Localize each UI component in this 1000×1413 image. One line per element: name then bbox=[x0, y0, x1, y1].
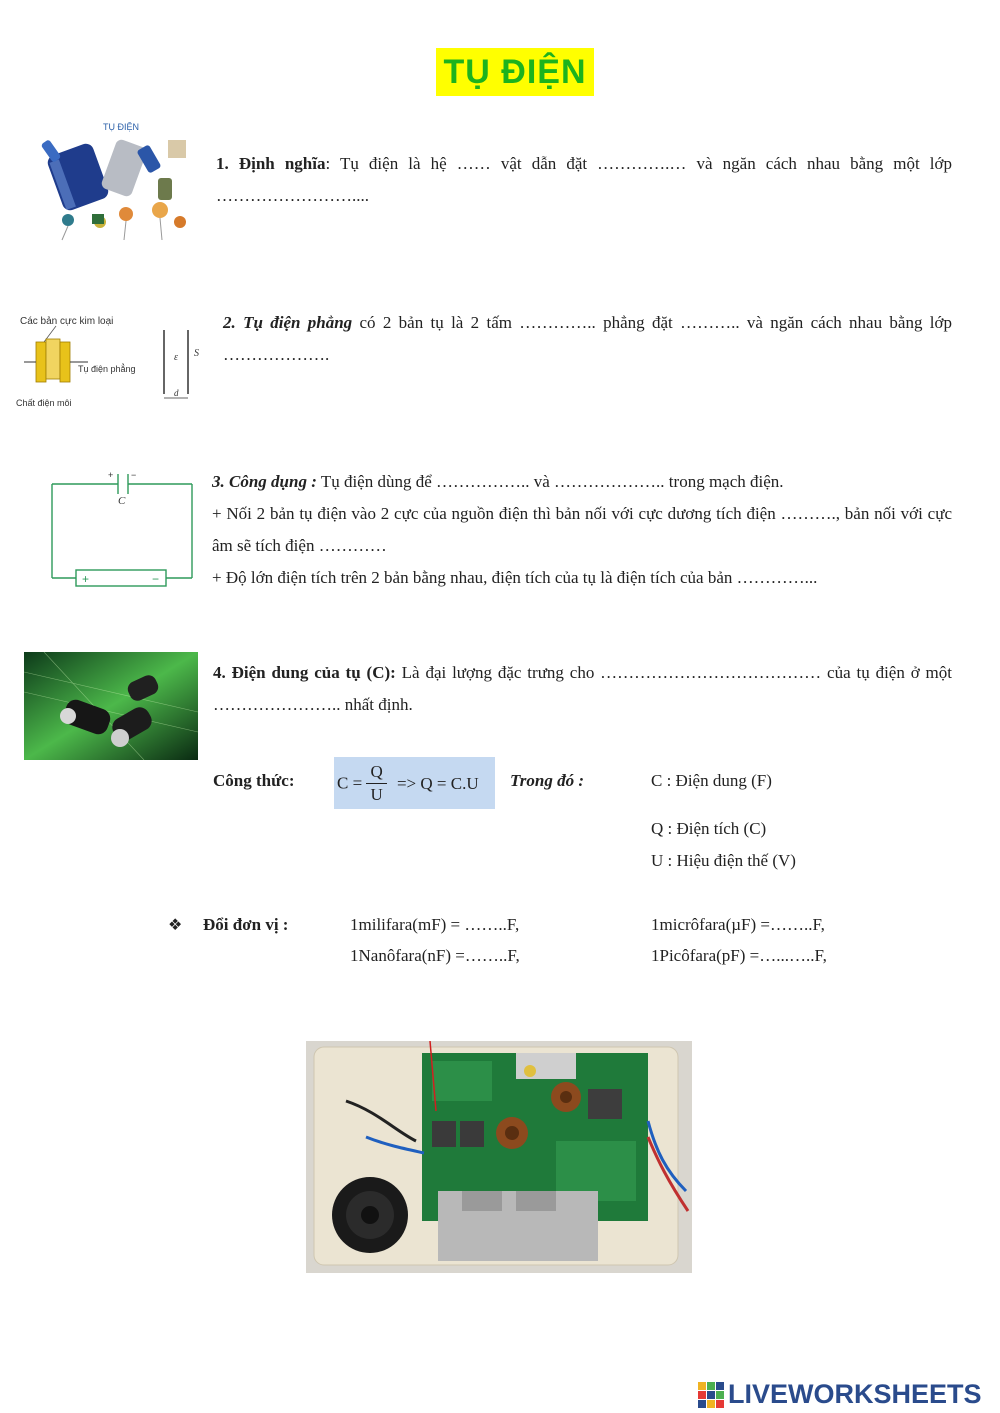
definition-text: : Tụ điện là hệ …… vật dẫn đặt ………….… và ngăn cách nhau bằng một lớp …………………….... bbox=[216, 154, 952, 205]
unit-microfarad: 1micrôfara(µF) =……..F, bbox=[651, 915, 825, 934]
definition-c: C : Điện dung (F) bbox=[651, 771, 772, 790]
unit-nanofarad: 1Nanôfara(nF) =……..F, bbox=[350, 946, 520, 965]
formula-denominator: U bbox=[370, 785, 383, 804]
battery-minus: − bbox=[152, 572, 160, 586]
label-plates: Các bản cực kim loại bbox=[20, 316, 114, 327]
label-flat-capacitor: Tụ điện phẳng bbox=[78, 364, 136, 374]
symbol-area: S bbox=[194, 348, 199, 359]
circuit-label-c: C bbox=[118, 495, 126, 507]
formula-box bbox=[334, 757, 495, 809]
usage-heading: 3. Công dụng : bbox=[212, 472, 317, 491]
liveworksheets-logo bbox=[698, 1378, 982, 1410]
formula-rest: => Q = C.U bbox=[396, 773, 479, 793]
flat-capacitor-text: có 2 bản tụ là 2 tấm ………….. phẳng đặt ……….. và ngăn cách nhau bằng lớp ………………. bbox=[223, 313, 952, 364]
formula-fraction bbox=[366, 761, 386, 806]
symbol-distance: d bbox=[174, 388, 179, 398]
unit-picofarad: 1Picôfara(pF) =…...…..F, bbox=[651, 946, 827, 965]
label-dielectric: Chất điện môi bbox=[16, 398, 72, 408]
formula-numerator: Q bbox=[366, 761, 386, 784]
circuit-minus-top: − bbox=[131, 470, 137, 480]
page-title: TỤ ĐIỆN bbox=[436, 48, 594, 96]
capacitance-photo bbox=[24, 652, 198, 760]
circuit-diagram bbox=[46, 468, 196, 592]
formula-label: Công thức: bbox=[213, 771, 295, 790]
parallel-plate-diagram bbox=[14, 312, 214, 412]
usage-paragraph bbox=[212, 466, 952, 594]
definition-paragraph bbox=[216, 148, 952, 212]
flat-capacitor-paragraph bbox=[223, 307, 952, 371]
liveworksheets-icon bbox=[698, 1380, 724, 1408]
units-label: Đổi đơn vị : bbox=[203, 915, 289, 934]
definition-u: U : Hiệu điện thế (V) bbox=[651, 851, 796, 870]
symbol-epsilon: ε bbox=[174, 352, 178, 363]
definition-heading: 1. Định nghĩa bbox=[216, 154, 326, 173]
capacitors-photo bbox=[40, 118, 205, 243]
circuit-plus-top: + bbox=[108, 470, 114, 480]
unit-millifarad: 1milifara(mF) = ……..F, bbox=[350, 915, 520, 934]
formula-c: C = bbox=[337, 773, 363, 793]
flat-capacitor-heading: 2. Tụ điện phẳng bbox=[223, 313, 353, 332]
liveworksheets-text: LIVEWORKSHEETS bbox=[728, 1378, 982, 1409]
where-label: Trong đó : bbox=[510, 771, 584, 790]
bullet-icon: ❖ bbox=[168, 915, 183, 934]
capacitance-paragraph bbox=[213, 657, 952, 721]
battery-plus: + bbox=[82, 572, 90, 586]
capacitors-photo-label: TỤ ĐIỆN bbox=[103, 122, 139, 132]
usage-line-3: + Độ lớn điện tích trên 2 bản bằng nhau, điện tích của tụ là điện tích của bản …………... bbox=[212, 568, 818, 587]
capacitance-heading: 4. Điện dung của tụ (C): bbox=[213, 663, 396, 682]
usage-text: Tụ điện dùng để …………….. và ……………….. trong mạch điện. bbox=[316, 472, 784, 491]
capacitance-text: Là đại lượng đặc trưng cho ………………………………… của tụ điện ở một ………………….. nhất định. bbox=[213, 663, 952, 714]
definition-q: Q : Điện tích (C) bbox=[651, 819, 767, 838]
circuit-board-photo bbox=[306, 1041, 692, 1273]
formula-expression bbox=[337, 761, 479, 806]
usage-line-2: + Nối 2 bản tụ điện vào 2 cực của nguồn điện thì bản nối với cực dương tích điện ………., bản nối với cực âm sẽ tích điện ………… bbox=[212, 504, 952, 555]
